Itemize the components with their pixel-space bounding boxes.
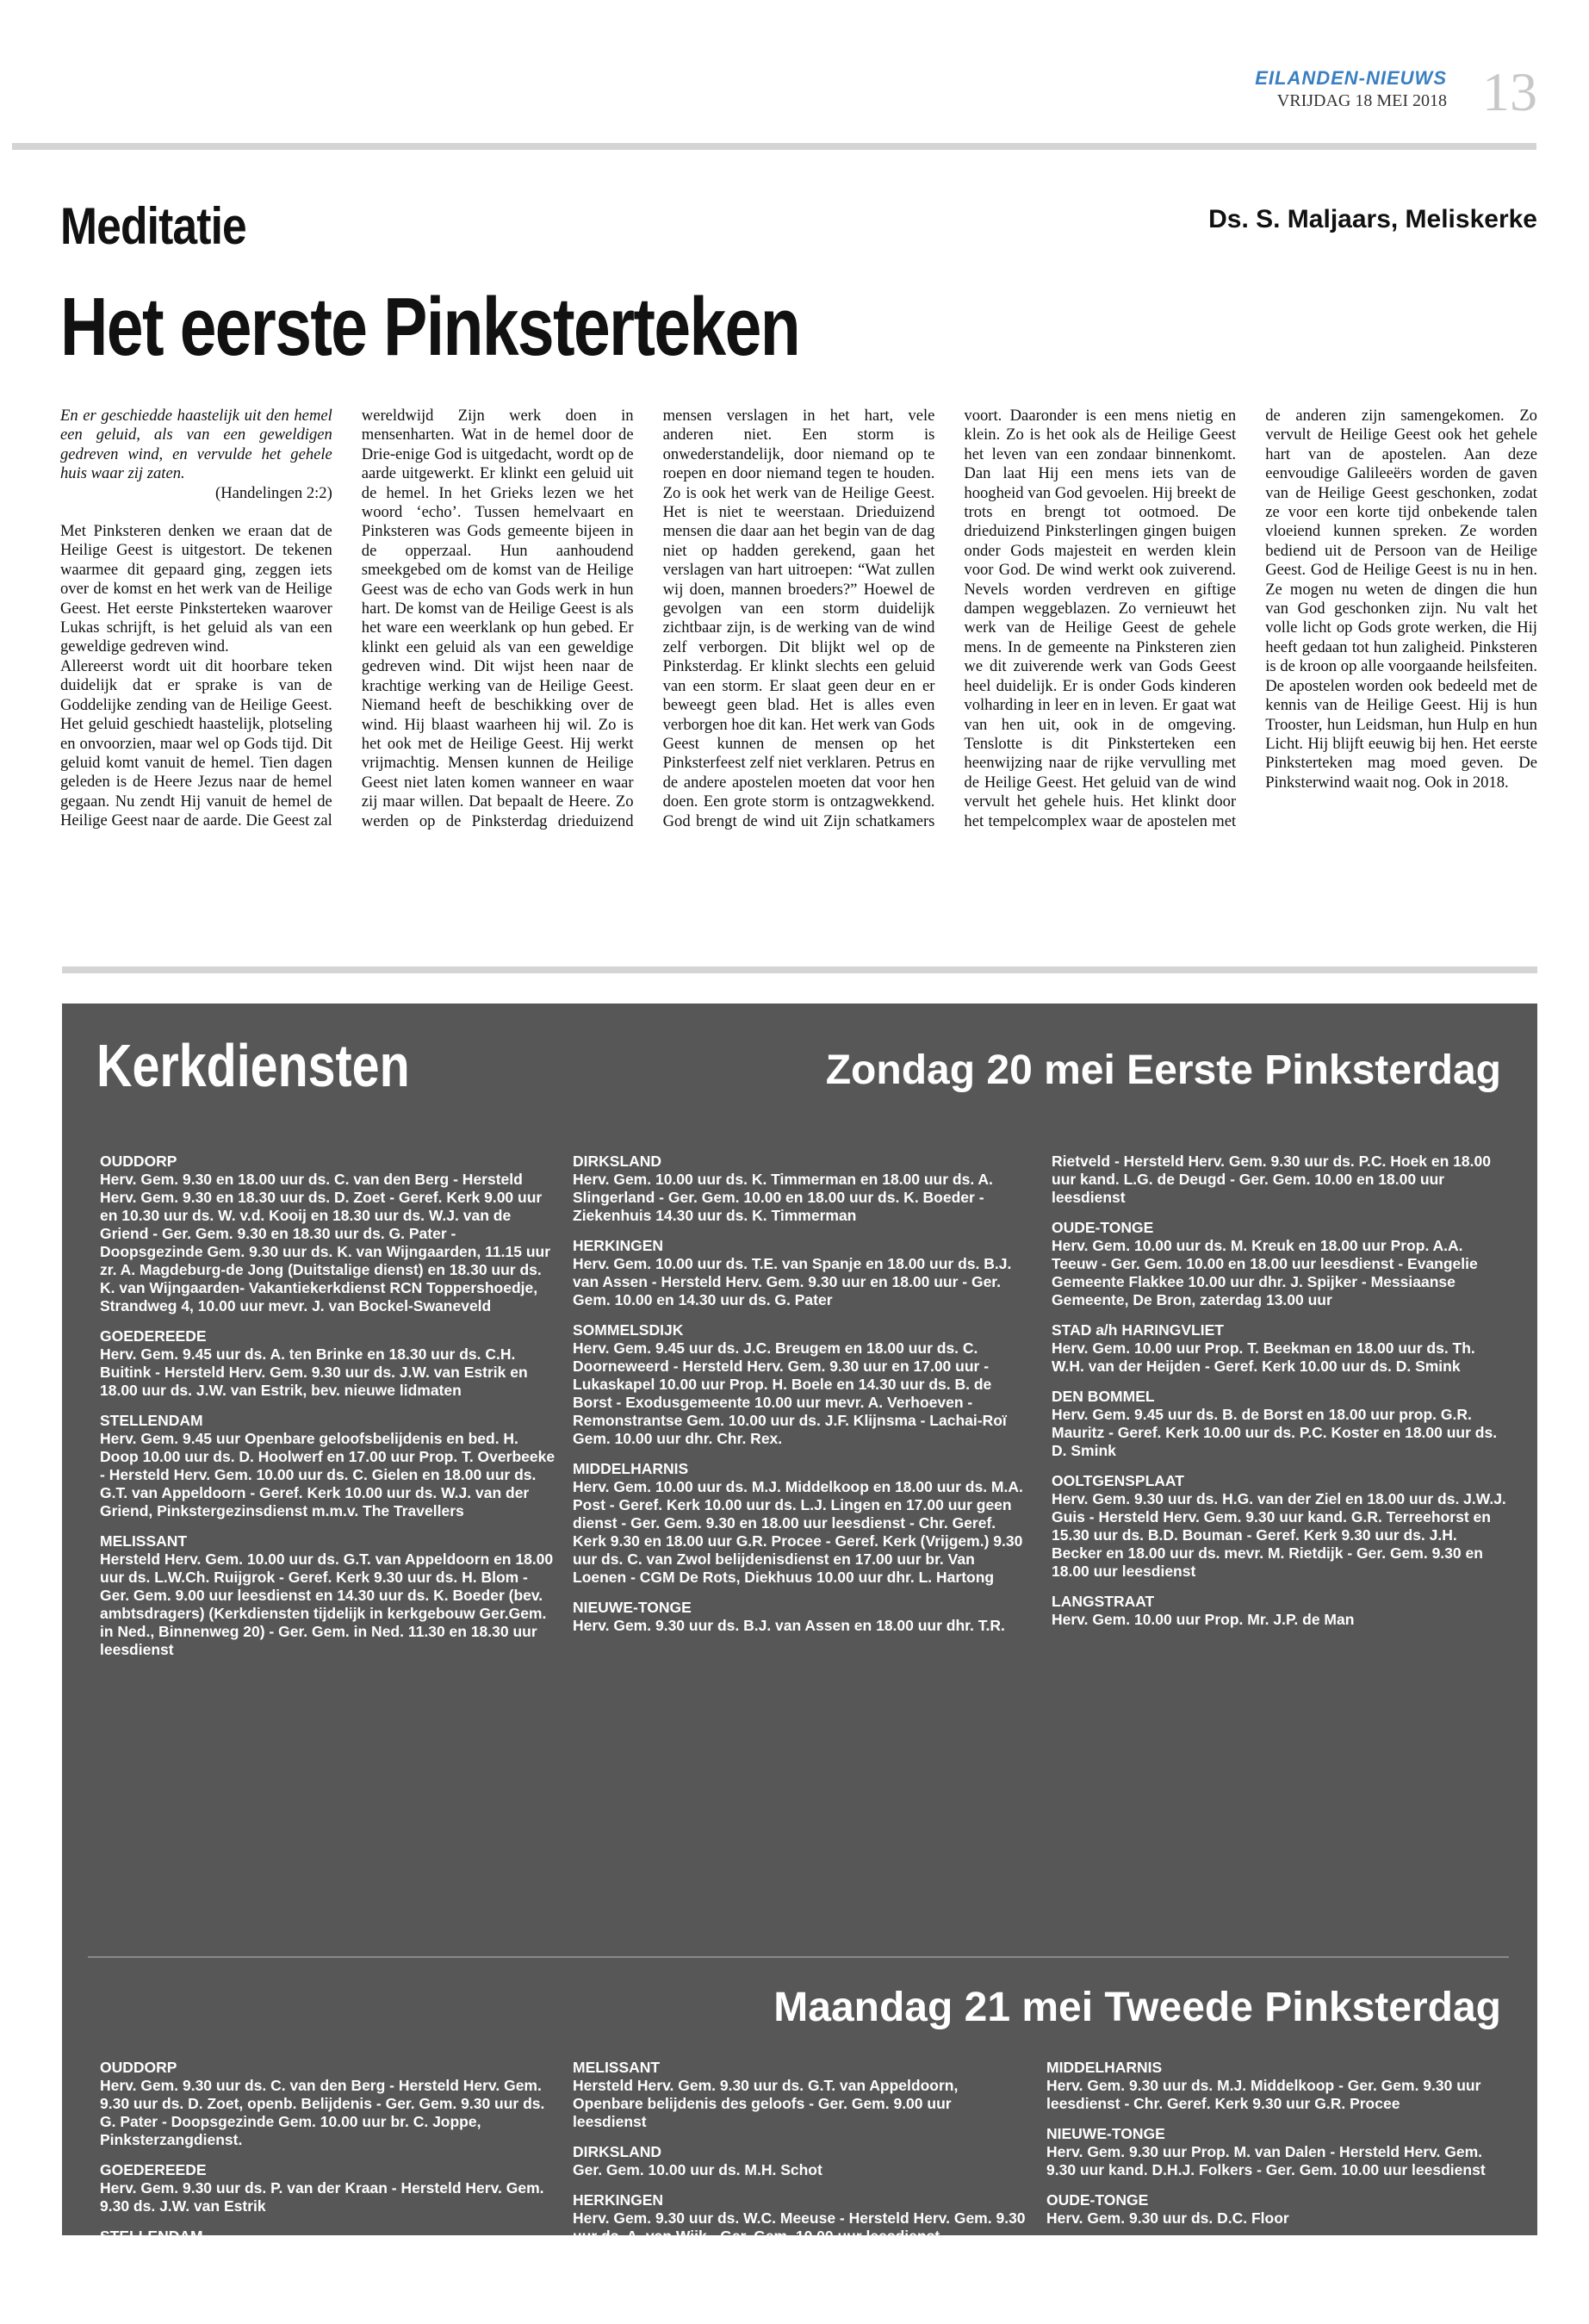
service-entry	[1052, 1153, 1508, 1207]
place-name: HERKINGEN	[573, 2191, 664, 2209]
place-name: MIDDELHARNIS	[1046, 2059, 1163, 2076]
service-entry	[1052, 1219, 1508, 1309]
issue-date: VRIJDAG 18 MEI 2018	[1276, 91, 1447, 110]
service-text: Herv. Gem. 9.45 uur ds. J.C. Breugem en 18.00 uur ds. C. Doorneweerd - Hersteld Herv. Gem. 9.30 uur en 17.00 uur - Lukaskapel 10.00 uur Prop. H. Boele en 14.30 uur ds. B. de Borst - Exodusgemeente 10.00 uur mevr. A. Verhoeven - Remonstrantse Gem. 10.00 uur ds. J.F. Klijnsma - Lachai-Roï Gem. 10.00 uur dhr. Chr. Rex.	[573, 1339, 1007, 1447]
service-text: Herv. Gem. 9.30 uur ds. P. van der Kraan - Hersteld Herv. Gem. 9.30 ds. J.W. van Estrik	[100, 2179, 544, 2215]
service-entry	[1046, 2240, 1503, 2294]
kerkdiensten-panel	[62, 1004, 1537, 2311]
article-paragraph: Allereerst wordt uit dit hoorbare teken duidelijk dat er sprake is van de Goddelijke zending van de Heilige Geest. Het geluid geschiedt haastelijk, plotseling en onvoorzien, maar wel op Gods tijd. Dit geluid komt vanuit de hemel. Tien dagen geleden is de Heere Jezus naar de hemel gegaan. Nu zendt Hij vanuit de hemel de Heilige Geest naar de aarde. Die Geest zal wereldwijd Zijn werk doen in mensenharten. Wat in de hemel door de Drie-enige God is uitgedacht, wordt op de aarde uitgewerkt. Er klinkt een geluid uit de hemel. In het Grieks lezen we het woord ‘echo’. Tussen hemelvaart en Pinksteren was Gods gemeente bijeen in de opperzaal. Hun aanhoudend smeekgebed om de komst van de Heilige Geest was de echo van Gods werk in hun hart. De komst van de Heilige Geest is als het ware een weerklank op hun gebed. Er klinkt een geluid als van een geweldige gedreven wind. Dit wijst heen naar de krachtige werking van de Heilige Geest. Niemand heeft de beschikking over de wind. Hij blaast waarheen hij wil. Zo is het ook met de Heilige Geest. Hij werkt vrijmachtig. Mensen kunnen de Heilige Geest niet laten komen wanneer en waar zij maar willen. Dat bepaalt de Heere. Zo werden op de Pinksterdag drieduizend mensen verslagen in het hart, vele anderen niet. Een storm is onwederstandelijk, door niemand op te roepen en door niemand tegen te houden. Zo is ook het werk van de Heilige Geest. Het is niet te weerstaan. Drieduizend mensen die daar aan het begin van de dag niet op hadden gerekend, gaan het verslagen van hart uitroepen: “Wat zullen wij doen, mannen broeders?” Hoewel de gevolgen van een storm duidelijk zichtbaar zijn, is de werking van de wind zelf verborgen. Dit blijkt wel op de Pinksterdag. Er klinkt slechts een geluid van een storm. Er slaat geen deur en er beweegt geen blad. Het is alles even verborgen hoe dit kan. Het werk van Gods Geest kunnen de mensen op het Pinksterfeest zelf niet verklaren. Petrus en de andere apostelen moeten dat voor hen doen. Een grote storm is ontzagwekkend. God brengt de wind uit Zijn schatkamers voort. Daaronder is een mens nietig en klein. Zo is het ook als de Heilige Geest het leven van een zondaar binnenkomt. Dan laat Hij een mens iets van de hoogheid van God gevoelen. Hij breekt de trots en brengt tot ootmoed. De drieduizend Pinksterlingen gingen buigen onder Gods majesteit en werden klein voor God. De wind werkt ook zuiverend. Nevels worden verdreven en giftige dampen weggeblazen. Zo vernieuwt het werk van de Heilige Geest de gehele mens. In de gemeente na Pinksteren zien we dit zuiverende werk van Gods Geest heel duidelijk. Er is onder Gods kinderen volharding in leer en in leven. Er gaat wat van hen uit, ook in de omgeving. Tenslotte is dit Pinksterteken een heenwijzing naar de rijke vervulling met de Heilige Geest. Het geluid van de wind vervult het gehele huis. Het klinkt door het tempelcomplex waar de apostelen met de anderen zijn samengekomen. Zo vervult de Heilige Geest ook het gehele hart van de apostelen. Aan deze eenvoudige Galileeërs worden de gaven van de Heilige Geest geschonken, zodat ze voor een korte tijd onbekende talen vloeiend kunnen spreken. Ze worden bediend uit de Persoon van de Heilige Geest. God de Heilige Geest is nu in hen. Ze mogen nu weten de dingen die hun van God geschonken zijn. Nu valt het volle licht op Gods grote werken, die Hij heeft gedaan tot hun zaligheid. Pinksteren is de kroon op alle voorgaande heilsfeiten. De apostelen worden ook bedeeld met de kennis van de Heilige Geest. Hij is hun Trooster, hun Leidsman, hun Hulp en hun Licht. Hij blijft eeuwig bij hen. Het eerste Pinksterteken mag moed geven. De Pinksterwind waait nog. Ook in 2018.	[60, 407, 1537, 830]
service-entry	[100, 2059, 556, 2149]
sunday-column	[100, 1153, 556, 1671]
place-name: NIEUWE-TONGE	[1046, 2125, 1165, 2142]
day-divider	[88, 1956, 1509, 1958]
service-text: Herv. Gem. 9.30 en 18.00 uur ds. C. van den Berg - Hersteld Herv. Gem. 9.30 en 18.30 uur ds. D. Zoet - Geref. Kerk 9.00 uur en 10.30 uur ds. W. v.d. Kooij en 18.30 uur ds. W.J. van de Griend - Ger. Gem. 9.30 en 18.30 uur ds. G. Pater - Doopsgezinde Gem. 9.30 uur ds. K. van Wijngaarden, 11.15 uur zr. A. Magdeburg-de Jong (Duitstalige dienst) en 18.30 uur ds. K. van Wijngaarden- Vakantiekerkdienst RCN Toppershoedje, Strandweg 4, 10.00 uur mevr. J. van Bockel-Swaneveld	[100, 1171, 551, 1314]
service-text: Herv. Gem. 10.00 uur ds. T.E. van Spanje en 18.00 uur ds. B.J. van Assen - Hersteld Herv. Gem. 9.30 uur en 18.00 uur - Ger. Gem. 10.00 en 14.30 uur ds. G. Pater	[573, 1255, 1012, 1308]
article-body	[60, 407, 1537, 932]
service-text: Ger. Gem. 10.00 uur ds. M.H. Schot	[573, 2161, 822, 2178]
monday-title: Maandag 21 mei Tweede Pinksterdag	[773, 1985, 1501, 2030]
sunday-title: Zondag 20 mei Eerste Pinksterdag	[825, 1047, 1501, 1093]
service-text: Herv. Gem. 9.30 uur zangdienst - Hersteld Herv. Gem. 9.30 uur ds. G. Meuleman - Ger. Gem. 9.30 uur ds. A.J. Gunst	[1046, 2258, 1488, 2293]
service-entry	[100, 2228, 556, 2282]
service-entry	[573, 1599, 1029, 1635]
place-name: DIRKSLAND	[573, 2143, 662, 2160]
service-text: Herv. Gem. 9.30 uur ds. M.J. Middelkoop - Ger. Gem. 9.30 uur leesdienst - Chr. Geref. Kerk 9.30 uur G.R. Procee	[1046, 2077, 1481, 2112]
place-name: GOEDEREEDE	[100, 1327, 207, 1345]
place-name: OOLTGENSPLAAT	[1046, 2240, 1179, 2257]
place-name: STELLENDAM	[100, 1412, 203, 1429]
monday-column	[1046, 2059, 1503, 2306]
service-text: Herv. Gem. 9.30 uur ds. H. van Ginkel - Hersteld Herv. Gem. 9.30 uur kand. J.W Bonenberg	[100, 2246, 556, 2281]
place-name: OUDDORP	[100, 2059, 177, 2076]
newspaper-logo: EILANDEN-NIEUWS	[1255, 67, 1447, 89]
service-text: Herv. Gem. 9.30 uur ds. H.G. van der Ziel en 18.00 uur ds. J.W.J. Guis - Hersteld Herv. Gem. 9.30 uur kand. G.R. Terreehorst en 15.30 uur ds. B.D. Bouman - Geref. Kerk 9.30 uur ds. J.H. Becker en 18.00 uur ds. mevr. M. Rietdijk - Ger. Gem. 9.30 en 18.00 uur leesdienst	[1052, 1490, 1506, 1580]
bible-quote: En er geschiedde haastelijk uit den hemel een geluid, als van een geweldigen gedreven wind, en vervulde het gehele huis waar zij zaten.	[60, 407, 332, 483]
service-text: Herv. Gem. 10.00 uur ds. K. Timmerman en 18.00 uur ds. A. Slingerland - Ger. Gem. 10.00 en 18.00 uur ds. K. Boeder - Ziekenhuis 14.30 uur ds. K. Timmerman	[573, 1171, 993, 1224]
author-byline: Ds. S. Maljaars, Meliskerke	[1208, 205, 1537, 233]
place-name: OUDE-TONGE	[1052, 1219, 1154, 1236]
monday-column	[573, 2059, 1029, 2324]
service-text: Herv. Gem. 9.30 uur ds. D.C. Floor	[1046, 2209, 1289, 2227]
service-text: Herv. Gem. 9.45 uur ds. A. ten Brinke en 18.30 uur ds. C.H. Buitink - Hersteld Herv. Gem. 9.30 uur ds. J.W. van Estrik en 18.00 uur ds. J.W. van Estrik, bev. nieuwe lidmaten	[100, 1345, 528, 1399]
service-entry	[573, 1460, 1029, 1587]
service-entry	[100, 1412, 556, 1520]
place-name: MELISSANT	[573, 2059, 661, 2076]
service-text: Rietveld - Hersteld Herv. Gem. 9.30 uur ds. P.C. Hoek en 18.00 uur kand. L.G. de Deugd - Ger. Gem. 10.00 en 18.00 uur leesdienst	[1052, 1153, 1491, 1206]
service-text: Hersteld Herv. Gem. 9.30 uur ds. G.T. van Appeldoorn, Openbare belijdenis des geloofs - Ger. Gem. 9.00 uur leesdienst	[573, 2077, 959, 2130]
middle-divider	[62, 966, 1537, 973]
service-entry	[573, 1237, 1029, 1309]
service-text: Herv. Gem. 9.30 uur ds. B.J. van Assen en 18.00 uur dhr. T.R.	[573, 1617, 1005, 1634]
service-entry	[1046, 2191, 1503, 2228]
service-text: Hersteld Herv. Gem. 10.00 uur ds. G.T. van Appeldoorn en 18.00 uur ds. L.W.Ch. Ruijgrok - Geref. Kerk 9.30 uur ds. H. Blom - Ger. Gem. 9.00 uur leesdienst en 14.30 uur ds. K. Boeder (bev. ambtsdragers) (Kerkdiensten tijdelijk in kerkgebouw Ger.Gem. in Ned., Binnenweg 20) - Ger. Gem. in Ned. 11.30 en 18.30 uur leesdienst	[100, 1550, 554, 1658]
service-text: Herv. Gem. 10.00 uur ds. M. Kreuk en 18.00 uur Prop. A.A. Teeuw - Ger. Gem. 10.00 en 18.00 uur leesdienst - Evangelie Gemeente Flakkee 10.00 uur dhr. J. Spijker - Messiaanse Gemeente, De Bron, zaterdag 13.00 uur	[1052, 1237, 1478, 1308]
place-name: MIDDELHARNIS	[573, 1460, 689, 1477]
service-entry	[1052, 1388, 1508, 1460]
place-name: LANGSTRAAT	[1052, 1593, 1155, 1610]
service-entry	[100, 1532, 556, 1659]
page-number: 13	[1482, 61, 1537, 122]
service-entry	[573, 2191, 1029, 2246]
sunday-column	[573, 1153, 1029, 1647]
article-headline: Het eerste Pinksterteken	[60, 281, 800, 373]
service-entry	[573, 2258, 1029, 2312]
place-name: DEN BOMMEL	[1052, 1388, 1155, 1405]
service-entry	[1046, 2059, 1503, 2113]
place-name: GOEDEREEDE	[100, 2161, 207, 2178]
place-name: OUDDORP	[100, 1153, 177, 1170]
place-name: OOLTGENSPLAAT	[1052, 1472, 1184, 1489]
service-entry	[1052, 1472, 1508, 1581]
monday-column	[100, 2059, 556, 2294]
service-text: Herv. Gem. 9.45 uur Openbare geloofsbelijdenis en bed. H. Doop 10.00 uur ds. D. Hoolwerf en 17.00 uur Prop. T. Overbeeke - Hersteld Herv. Gem. 10.00 uur ds. C. Gielen en 18.00 uur ds. G.T. van Appeldoorn - Geref. Kerk 10.00 uur ds. W.J. van der Griend, Pinkstergezinsdienst m.m.v. The Travellers	[100, 1430, 556, 1519]
service-text: Herv. Gem. 9.30 uur ds. W.C. Meeuse - Hersteld Herv. Gem. 9.30 uur ds. A. van Wijk - Ger. Gem. 10.00 uur leesdienst	[573, 2209, 1026, 2245]
place-name: DIRKSLAND	[573, 1153, 662, 1170]
service-entry	[573, 1321, 1029, 1448]
place-name: STAD a/h HARINGVLIET	[1052, 1321, 1224, 1339]
service-entry	[573, 1153, 1029, 1225]
service-text: Herv. Gem. 10.00 uur Prop. Mr. J.P. de Man	[1052, 1611, 1355, 1628]
place-name: STELLENDAM	[100, 2228, 203, 2245]
place-name: OUDE-TONGE	[1046, 2191, 1149, 2209]
kerkdiensten-title: Kerkdiensten	[96, 1032, 410, 1099]
service-text: Herv. Gem. 10.00 uur Prop. T. Beekman en 18.00 uur ds. Th. W.H. van der Heijden - Geref. Kerk 10.00 uur ds. D. Smink	[1052, 1339, 1475, 1375]
service-entry	[100, 1153, 556, 1315]
place-name: HERKINGEN	[573, 1237, 664, 1254]
service-entry	[1046, 2125, 1503, 2179]
top-divider	[12, 143, 1536, 150]
place-name: SOMMELSDIJK	[573, 2258, 684, 2275]
service-entry	[573, 2059, 1029, 2131]
service-entry	[1052, 1593, 1508, 1629]
service-text: Herv. Gem. 9.30 uur ds. G. van den Berg - Hersteld Herv. Gem. 9.30 uur ds. A. Kos, openbare belijdenis des geloofs	[573, 2276, 1015, 2311]
service-text: Herv. Gem. 10.00 uur ds. M.J. Middelkoop en 18.00 uur ds. M.A. Post - Geref. Kerk 10.00 uur ds. L.J. Lingen en 17.00 uur geen dienst - Ger. Gem. 9.30 en 18.00 uur leesdienst - Chr. Geref. Kerk 9.30 en 18.00 uur G.R. Procee - Geref. Kerk (Vrijgem.) 9.30 uur ds. C. van Zwol belijdenisdienst en 17.00 uur br. Van Loenen - CGM De Rots, Diekhuus 10.00 uur dhr. L. Hartong	[573, 1478, 1023, 1586]
service-entry	[100, 1327, 556, 1400]
masthead	[1255, 67, 1447, 111]
service-text: Herv. Gem. 9.30 uur ds. C. van den Berg - Hersteld Herv. Gem. 9.30 uur ds. D. Zoet, openb. Belijdenis - Ger. Gem. 9.30 uur ds. G. Pater - Doopsgezinde Gem. 10.00 uur br. C. Joppe, Pinksterzangdienst.	[100, 2077, 545, 2148]
service-text: Herv. Gem. 9.30 uur Prop. M. van Dalen - Hersteld Herv. Gem. 9.30 uur kand. D.H.J. Folkers - Ger. Gem. 10.00 uur leesdienst	[1046, 2143, 1486, 2178]
place-name: SOMMELSDIJK	[573, 1321, 684, 1339]
service-entry	[573, 2143, 1029, 2179]
service-text: Herv. Gem. 9.45 uur ds. B. de Borst en 18.00 uur prop. G.R. Mauritz - Geref. Kerk 10.00 uur ds. P.C. Koster en 18.00 uur ds. D. Smink	[1052, 1406, 1498, 1459]
place-name: MELISSANT	[100, 1532, 188, 1550]
sunday-column	[1052, 1153, 1508, 1641]
article-paragraph: Met Pinksteren denken we eraan dat de Heilige Geest is uitgestort. De tekenen waarmee dit gepaard ging, zeggen iets over de komst en het werk van de Heilige Geest. Het eerste Pinksterteken waarover Lukas schrijft, is het geluid als van een geweldige gedreven wind.	[60, 522, 332, 656]
place-name: NIEUWE-TONGE	[573, 1599, 692, 1616]
service-entry	[100, 2161, 556, 2215]
bible-reference: (Handelingen 2:2)	[215, 483, 332, 502]
service-entry	[1052, 1321, 1508, 1376]
section-title: Meditatie	[60, 197, 246, 255]
